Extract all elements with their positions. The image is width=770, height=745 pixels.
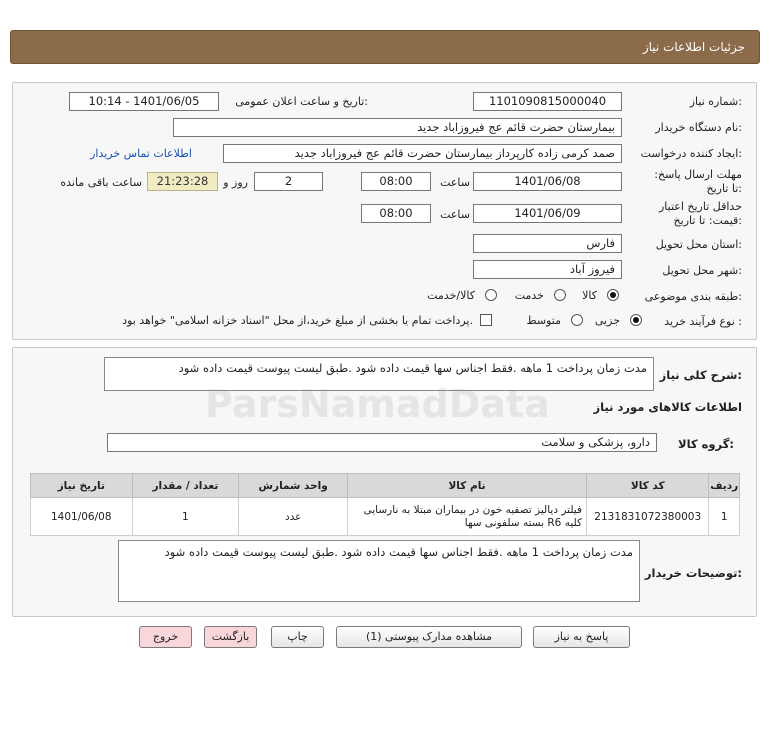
- process-minor-label: جزیی: [594, 314, 620, 327]
- delivery-city-field: فیروز آباد: [473, 260, 622, 279]
- goods-info-title: اطلاعات کالاهای مورد نیاز: [593, 400, 742, 414]
- price-validity-label: حداقل تاریخ اعتبار قیمت: تا تاریخ:: [658, 200, 742, 227]
- buyer-contact-link[interactable]: اطلاعات تماس خریدار: [90, 147, 192, 160]
- goods-table-header: [31, 474, 740, 498]
- col-name: نام کالا: [348, 474, 587, 498]
- col-unit: واحد شمارش: [239, 474, 348, 498]
- reply-deadline-time: 08:00: [361, 172, 431, 191]
- requester-label: ایجاد کننده درخواست:: [640, 147, 742, 160]
- col-need-date: تاریخ نیاز: [31, 474, 133, 498]
- announce-datetime-field: 1401/06/05 - 10:14: [69, 92, 219, 111]
- exit-button[interactable]: خروج: [139, 626, 192, 648]
- cell-quantity: 1: [132, 498, 239, 536]
- page-header: [10, 30, 760, 64]
- category-label: طبقه بندی موضوعی:: [644, 290, 742, 303]
- process-type-label: نوع فرآیند خرید :: [664, 315, 742, 328]
- category-service-radio[interactable]: [554, 289, 566, 301]
- print-button[interactable]: چاپ: [271, 626, 324, 648]
- price-validity-time-label: ساعت: [440, 208, 470, 221]
- attachments-button[interactable]: مشاهده مدارک پیوستی (1): [336, 626, 522, 648]
- col-quantity: تعداد / مقدار: [132, 474, 239, 498]
- cell-unit: عدد: [239, 498, 348, 536]
- reply-days-field: 2: [254, 172, 323, 191]
- process-medium-label: متوسط: [526, 314, 561, 327]
- category-service-label: خدمت: [514, 289, 544, 302]
- col-code: کد کالا: [586, 474, 708, 498]
- days-label: روز و: [223, 176, 248, 189]
- category-goods-radio[interactable]: [607, 289, 619, 301]
- reply-deadline-label: مهلت ارسال پاسخ: تا تاریخ:: [654, 168, 742, 195]
- process-minor-radio[interactable]: [630, 314, 642, 326]
- cell-code: 2131831072380003: [586, 498, 708, 536]
- treasury-checkbox-label: پرداخت تمام یا بخشی از مبلغ خرید،از محل "اسناد خزانه اسلامی" خواهد بود.: [122, 314, 473, 327]
- buyer-notes-field: مدت زمان پرداخت 1 ماهه .فقط اجناس سها قیمت داده شود .طبق لیست پیوست قیمت داده شود: [118, 540, 640, 602]
- col-row: ردیف: [709, 474, 740, 498]
- remaining-label: ساعت باقی مانده: [60, 176, 142, 189]
- buyer-org-label: نام دستگاه خریدار:: [655, 121, 742, 134]
- table-row: [31, 498, 740, 536]
- delivery-province-field: فارس: [473, 234, 622, 253]
- remaining-countdown: 21:23:28: [147, 172, 218, 191]
- cell-row: 1: [709, 498, 740, 536]
- price-validity-date: 1401/06/09: [473, 204, 622, 223]
- need-number-field: 1101090815000040: [473, 92, 622, 111]
- page-title: جزئیات اطلاعات نیاز: [642, 40, 745, 54]
- goods-table: [30, 473, 740, 536]
- category-goods-label: کالا: [582, 289, 597, 302]
- process-medium-radio[interactable]: [571, 314, 583, 326]
- requester-field: صمد کرمی زاده کارپرداز بیمارستان حضرت قائم عج فیروزاباد جدید: [223, 144, 622, 163]
- general-description-label: شرح کلی نیاز:: [659, 368, 742, 382]
- price-validity-time: 08:00: [361, 204, 431, 223]
- need-number-label: شماره نیاز:: [689, 95, 742, 108]
- buyer-org-field: بیمارستان حضرت قائم عج فیروزاباد جدید: [173, 118, 622, 137]
- category-both-label: کالا/خدمت: [427, 289, 475, 302]
- delivery-province-label: استان محل تحویل:: [655, 238, 742, 251]
- cell-need-date: 1401/06/08: [31, 498, 133, 536]
- cell-name: فیلتر دیالیز تصفیه خون در بیماران مبتلا به نارسایی کلیه R6 بسته سلفونی سها: [348, 498, 587, 536]
- announce-datetime-label: تاریخ و ساعت اعلان عمومی:: [235, 95, 368, 108]
- general-description-field: مدت زمان پرداخت 1 ماهه .فقط اجناس سها قیمت داده شود .طبق لیست پیوست قیمت داده شود: [104, 357, 654, 391]
- buyer-notes-label: توضیحات خریدار:: [644, 566, 742, 580]
- goods-group-field: دارو، پزشکی و سلامت: [107, 433, 657, 452]
- goods-group-label: گروه کالا:: [678, 437, 734, 451]
- treasury-checkbox[interactable]: [480, 314, 492, 326]
- category-both-radio[interactable]: [485, 289, 497, 301]
- reply-button[interactable]: پاسخ به نیاز: [533, 626, 630, 648]
- reply-deadline-date: 1401/06/08: [473, 172, 622, 191]
- reply-deadline-time-label: ساعت: [440, 176, 470, 189]
- back-button[interactable]: بازگشت: [204, 626, 257, 648]
- delivery-city-label: شهر محل تحویل:: [662, 264, 742, 277]
